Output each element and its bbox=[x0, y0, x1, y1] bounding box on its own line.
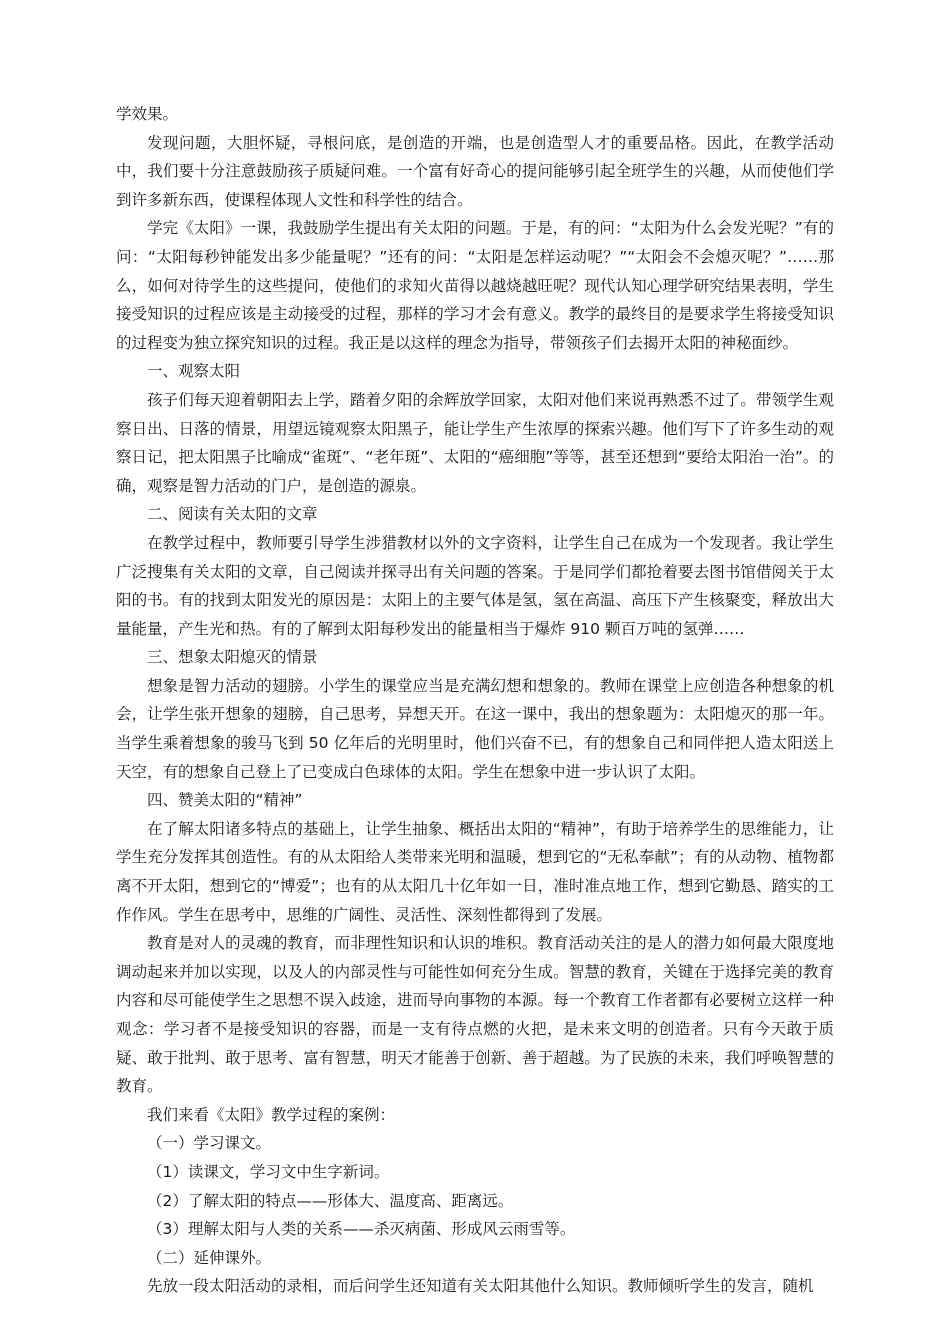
paragraph: 学效果。 bbox=[116, 105, 179, 123]
document-page bbox=[116, 100, 834, 1301]
list-item: （3）理解太阳与人类的关系——杀灭病菌、形成风云雨雪等。 bbox=[147, 1220, 576, 1239]
paragraph: 在教学过程中，教师要引导学生涉猎教材以外的文字资料，让学生自己在成为一个发现者。我让学生广泛搜集有关太阳的文章，自己阅读并探寻出有关问题的答案。于是同学们都抢着要去图书馆借阅关于太阳的书。有的找到太阳发光的原因是：太阳上的主要气体是氢，氢在高温、高压下产生核聚变，释放出大量能量，产生光和热。有的了解到太阳每秒发出的能量相当于爆炸 910 颗百万吨的氢弹…… bbox=[116, 533, 834, 638]
paragraph: 先放一段太阳活动的录相，而后问学生还知道有关太阳其他什么知识。教师倾听学生的发言，随机 bbox=[147, 1277, 814, 1296]
list-item: （2）了解太阳的特点——形体大、温度高、距离远。 bbox=[147, 1191, 514, 1210]
section-heading: 二、阅读有关太阳的文章 bbox=[147, 505, 318, 524]
paragraph: 学完《太阳》一课，我鼓励学生提出有关太阳的问题。于是，有的问：“太阳为什么会发光呢？”有的问：“太阳每秒钟能发出多少能量呢？”还有的问：“太阳是怎样运动呢？”“太阳会不会熄灭呢？”……那么，如何对待学生的这些提问，使他们的求知火苗得以越烧越旺呢？现代认知心理学研究结果表明，学生接受知识的过程应该是主动接受的过程，那样的学习才会有意义。教学的最终目的是要求学生将接受知识的过程变为独立探究知识的过程。我正是以这样的理念为指导，带领孩子们去揭开太阳的神秘面纱。 bbox=[116, 219, 834, 352]
paragraph: 想象是智力活动的翅膀。小学生的课堂应当是充满幻想和想象的。教师在课堂上应创造各种想象的机会，让学生张开想象的翅膀，自己思考，异想天开。在这一课中，我出的想象题为：太阳熄灭的那一年。当学生乘着想象的骏马飞到 50 亿年后的光明里时，他们兴奋不已，有的想象自己和同伴把人造太阳送上天空，有的想象自己登上了已变成白色球体的太阳。学生在想象中进一步认识了太阳。 bbox=[116, 676, 834, 781]
paragraph: 在了解太阳诸多特点的基础上，让学生抽象、概括出太阳的“精神”，有助于培养学生的思维能力，让学生充分发挥其创造性。有的从太阳给人类带来光明和温暖，想到它的“无私奉献”；有的从动物、植物都离不开太阳，想到它的“博爱”；也有的从太阳几十亿年如一日，准时准点地工作，想到它勤恳、踏实的工作作风。学生在思考中，思维的广阔性、灵活性、深刻性都得到了发展。 bbox=[116, 819, 834, 924]
paragraph: 我们来看《太阳》教学过程的案例： bbox=[147, 1105, 396, 1124]
paragraph: 孩子们每天迎着朝阳去上学，踏着夕阳的余辉放学回家，太阳对他们来说再熟悉不过了。带领学生观察日出、日落的情景，用望远镜观察太阳黑子，能让学生产生浓厚的探索兴趣。他们写下了许多生动的观察日记，把太阳黑子比喻成“雀斑”、“老年斑”、太阳的“癌细胞”等等，甚至还想到“要给太阳治一治”。的确，观察是智力活动的门户，是创造的源泉。 bbox=[116, 390, 834, 495]
list-item: （1）读课文，学习文中生字新词。 bbox=[147, 1162, 390, 1181]
paragraph: 教育是对人的灵魂的教育，而非理性知识和认识的堆积。教育活动关注的是人的潜力如何最大限度地调动起来并加以实现，以及人的内部灵性与可能性如何充分生成。智慧的教育，关键在于选择完美的教育内容和尽可能使学生之思想不误入歧途，进而导向事物的本源。每一个教育工作者都有必要树立这样一种观念：学习者不是接受知识的容器，而是一支有待点燃的火把，是未来文明的创造者。只有今天敢于质疑、敢于批判、敢于思考、富有智慧，明天才能善于创新、善于超越。为了民族的未来，我们呼唤智慧的教育。 bbox=[116, 934, 834, 1096]
section-heading: 四、赞美太阳的“精神” bbox=[147, 791, 303, 810]
section-heading: 三、想象太阳熄灭的情景 bbox=[147, 648, 318, 667]
paragraph: 发现问题，大胆怀疑，寻根问底，是创造的开端，也是创造型人才的重要品格。因此，在教学活动中，我们要十分注意鼓励孩子质疑问难。一个富有好奇心的提问能够引起全班学生的兴趣，从而使他们学到许多新东西，使课程体现人文性和科学性的结合。 bbox=[116, 133, 834, 209]
list-item: （二）延伸课外。 bbox=[147, 1248, 272, 1267]
section-heading: 一、观察太阳 bbox=[147, 362, 241, 381]
list-item: （一）学习课文。 bbox=[147, 1134, 272, 1153]
